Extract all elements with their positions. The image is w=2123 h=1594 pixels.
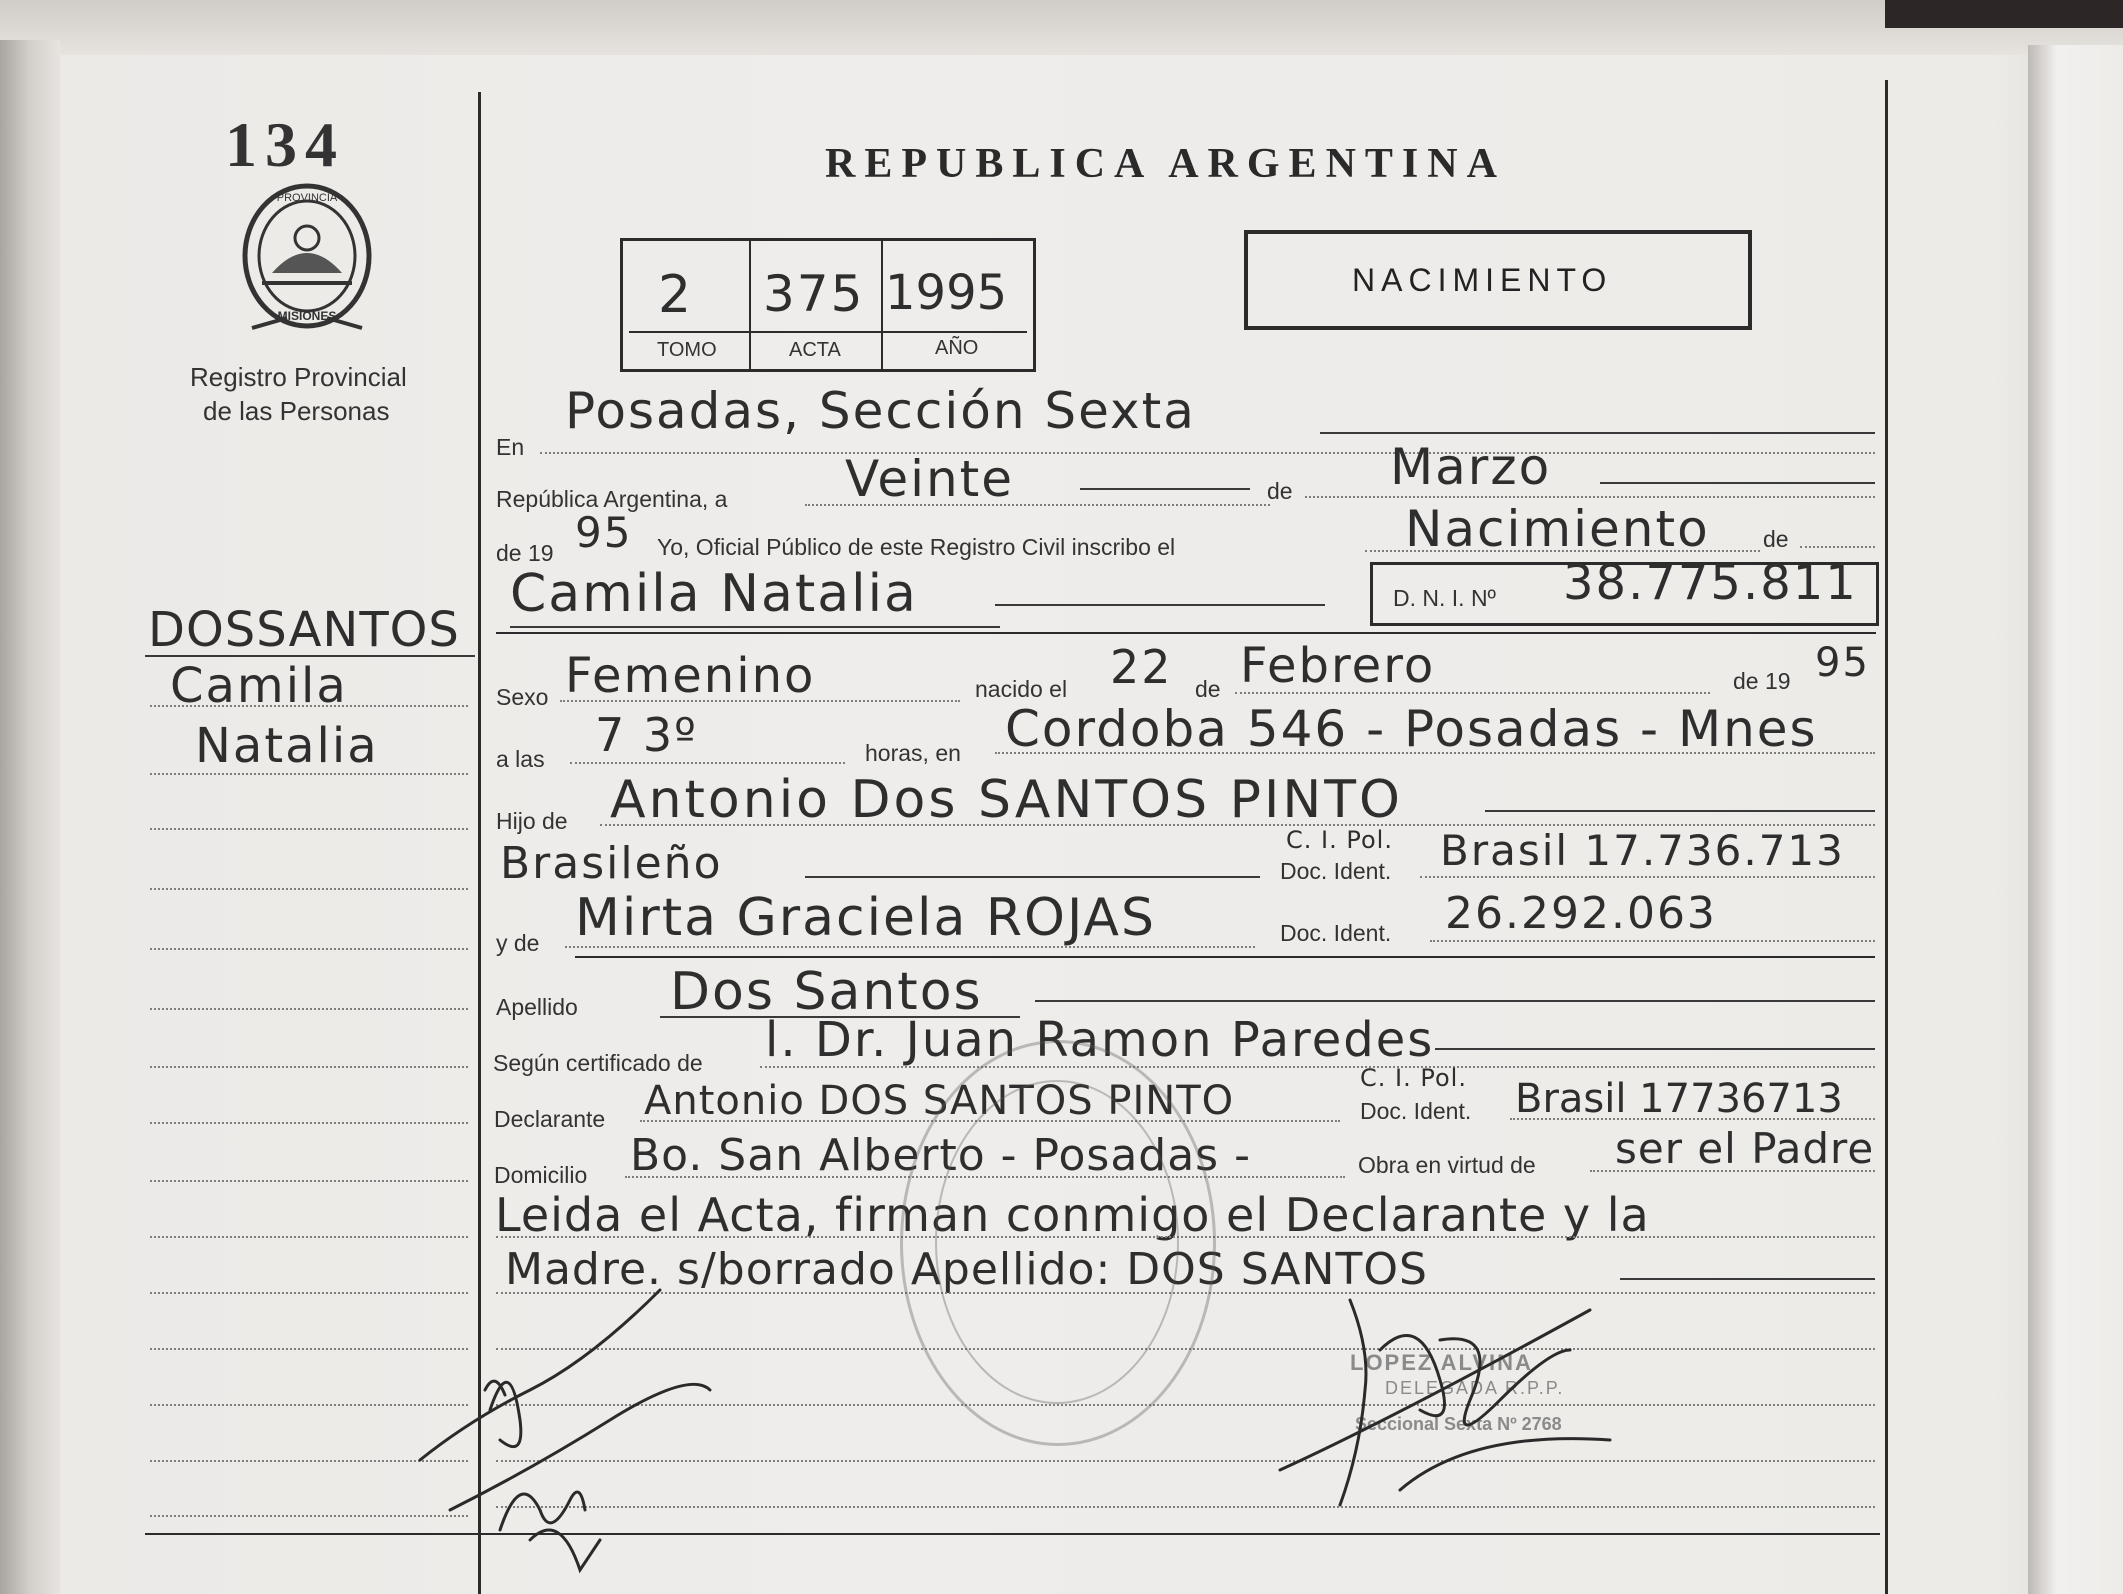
row-line bbox=[570, 762, 845, 764]
year-prefix: de 19 bbox=[496, 540, 554, 566]
row-line bbox=[540, 452, 1875, 454]
section-divider bbox=[496, 632, 1876, 634]
fill-line bbox=[1080, 488, 1250, 490]
emblem-bottom-text: MISIONES bbox=[277, 309, 337, 323]
sexo-value: Femenino bbox=[565, 648, 816, 704]
registry-name-line2: de las Personas bbox=[203, 396, 390, 426]
margin-underline-1 bbox=[145, 655, 475, 657]
de-label-3: de bbox=[1195, 676, 1221, 702]
row-line bbox=[1430, 940, 1875, 942]
en-label: En bbox=[496, 434, 525, 460]
margin-line bbox=[150, 1236, 468, 1238]
page-binding-edge bbox=[0, 40, 60, 1594]
alas-label: a las bbox=[496, 746, 545, 772]
tomo-label: TOMO bbox=[657, 339, 717, 361]
row-line bbox=[1420, 876, 1875, 878]
name-underline bbox=[510, 626, 1000, 628]
birth-place: Cordoba 546 - Posadas - Mnes bbox=[1005, 700, 1818, 758]
dni-box bbox=[1370, 555, 1879, 626]
next-page-edge bbox=[2028, 45, 2123, 1594]
doc-ident-label-3: Doc. Ident. bbox=[1360, 1098, 1472, 1124]
dni-label: D. N. I. Nº bbox=[1393, 585, 1496, 611]
fill-line bbox=[995, 604, 1325, 606]
fill-line bbox=[805, 876, 1260, 878]
de19-label: de 19 bbox=[1733, 668, 1791, 694]
page-top-shadow bbox=[0, 0, 2123, 55]
certificate-type-box bbox=[1244, 230, 1752, 330]
fill-line bbox=[1600, 482, 1875, 484]
birth-day: 22 bbox=[1110, 640, 1173, 694]
margin-line bbox=[150, 948, 468, 950]
declarante-doc: Brasil 17736713 bbox=[1515, 1076, 1843, 1122]
fill-line bbox=[1620, 1278, 1875, 1280]
stamp-line-2: DELEGADA R.P.P. bbox=[1385, 1378, 1565, 1398]
acta-value: 375 bbox=[763, 265, 865, 323]
record-box-rule bbox=[629, 331, 1027, 333]
mother-name: Mirta Graciela ROJAS bbox=[575, 888, 1156, 948]
row-line bbox=[995, 752, 1875, 754]
birth-month: Febrero bbox=[1240, 638, 1436, 694]
horas-label: horas, en bbox=[865, 740, 961, 766]
declarante-label: Declarante bbox=[494, 1106, 606, 1132]
place-value: Posadas, Sección Sexta bbox=[565, 382, 1196, 440]
row-line bbox=[1590, 1170, 1875, 1172]
fill-line bbox=[1485, 810, 1875, 812]
country-title: REPUBLICA ARGENTINA bbox=[825, 141, 1506, 187]
right-frame-line bbox=[1885, 80, 1888, 1594]
section-divider bbox=[575, 956, 1875, 958]
record-box bbox=[620, 238, 1036, 372]
row-line bbox=[560, 700, 960, 702]
dni-value: 38.775.811 bbox=[1563, 555, 1858, 611]
row-line bbox=[1510, 1118, 1875, 1120]
row-line bbox=[1305, 496, 1875, 498]
apellido-label: Apellido bbox=[496, 994, 578, 1020]
fill-line bbox=[1035, 1000, 1875, 1002]
father-doc: Brasil 17.736.713 bbox=[1440, 826, 1845, 875]
ano-value: 1995 bbox=[885, 265, 1008, 321]
official-signature bbox=[1270, 1290, 1630, 1520]
row-line bbox=[760, 1066, 1875, 1068]
nacido-label: nacido el bbox=[975, 676, 1068, 702]
margin-line bbox=[150, 1122, 468, 1124]
tomo-value: 2 bbox=[658, 265, 694, 325]
margin-line bbox=[150, 1066, 468, 1068]
margin-given-name-1: Camila bbox=[170, 658, 348, 714]
registry-name-line1: Registro Provincial bbox=[190, 362, 407, 392]
mother-doc: 26.292.063 bbox=[1445, 888, 1717, 939]
father-doc-type: C. I. Pol. bbox=[1286, 826, 1393, 854]
stamp-line-1: LOPEZ ALVINA bbox=[1350, 1350, 1533, 1375]
record-box-divider bbox=[749, 241, 751, 369]
bottom-rule bbox=[145, 1533, 1880, 1535]
margin-line bbox=[150, 828, 468, 830]
margin-line bbox=[150, 773, 468, 775]
margin-given-name-2: Natalia bbox=[195, 718, 379, 774]
record-box-divider bbox=[881, 241, 883, 369]
margin-line bbox=[150, 1008, 468, 1010]
certificate-type: NACIMIENTO bbox=[1352, 262, 1613, 298]
emblem-top-text: PROVINCIA bbox=[276, 192, 338, 204]
declarante-doc-type: C. I. Pol. bbox=[1360, 1064, 1467, 1092]
obra-label: Obra en virtud de bbox=[1358, 1152, 1536, 1178]
row-line bbox=[1800, 546, 1875, 548]
declarante-value: Antonio DOS SANTOS PINTO bbox=[644, 1078, 1235, 1124]
official-text: Yo, Oficial Público de este Registro Civil inscribo el bbox=[657, 534, 1176, 560]
background-corner bbox=[1885, 0, 2123, 28]
domicilio-value: Bo. San Alberto - Posadas - bbox=[630, 1130, 1251, 1181]
domicilio-label: Domicilio bbox=[494, 1162, 588, 1188]
de-label-2: de bbox=[1763, 526, 1789, 552]
stamp-line-3: Seccional Sexta Nº 2768 bbox=[1355, 1414, 1562, 1434]
hijo-label: Hijo de bbox=[496, 808, 568, 834]
obra-value: ser el Padre bbox=[1615, 1124, 1875, 1173]
certificado-value: l. Dr. Juan Ramon Paredes bbox=[765, 1012, 1435, 1068]
yde-label: y de bbox=[496, 930, 540, 956]
row-line bbox=[565, 946, 1255, 948]
sexo-label: Sexo bbox=[496, 684, 549, 710]
father-nationality: Brasileño bbox=[500, 838, 723, 889]
fill-line bbox=[1320, 432, 1875, 434]
act-type: Nacimiento bbox=[1405, 500, 1710, 558]
apellido-value: Dos Santos bbox=[670, 962, 983, 1022]
ano-label: AÑO bbox=[935, 337, 979, 359]
margin-line bbox=[150, 1180, 468, 1182]
father-name: Antonio Dos SANTOS PINTO bbox=[610, 770, 1403, 830]
birth-year: 95 bbox=[1815, 640, 1870, 686]
year-suffix: 95 bbox=[575, 508, 633, 557]
declarant-signature bbox=[410, 1270, 730, 1590]
day-words: Veinte bbox=[845, 450, 1015, 508]
margin-surname: DOSSANTOS bbox=[148, 602, 460, 658]
acta-label: ACTA bbox=[789, 339, 841, 361]
republica-label: República Argentina, a bbox=[496, 486, 728, 512]
given-names: Camila Natalia bbox=[510, 564, 918, 624]
fill-line bbox=[1435, 1048, 1875, 1050]
doc-ident-label-2: Doc. Ident. bbox=[1280, 920, 1392, 946]
misiones-emblem-icon bbox=[232, 178, 382, 333]
hour-value: 7 3º bbox=[595, 708, 698, 762]
page-number: 134 bbox=[225, 109, 345, 180]
margin-line bbox=[150, 705, 468, 707]
row-line bbox=[1235, 692, 1710, 694]
official-seal-inner bbox=[935, 1080, 1179, 1404]
month-value: Marzo bbox=[1390, 438, 1552, 496]
doc-ident-label: Doc. Ident. bbox=[1280, 858, 1392, 884]
de-label: de bbox=[1267, 478, 1293, 504]
notes-line-2: Madre. s/borrado Apellido: DOS SANTOS bbox=[505, 1244, 1428, 1295]
segun-label: Según certificado de bbox=[493, 1050, 703, 1076]
notes-line-1: Leida el Acta, firman conmigo el Declarante y la bbox=[495, 1188, 1650, 1242]
margin-line bbox=[150, 888, 468, 890]
